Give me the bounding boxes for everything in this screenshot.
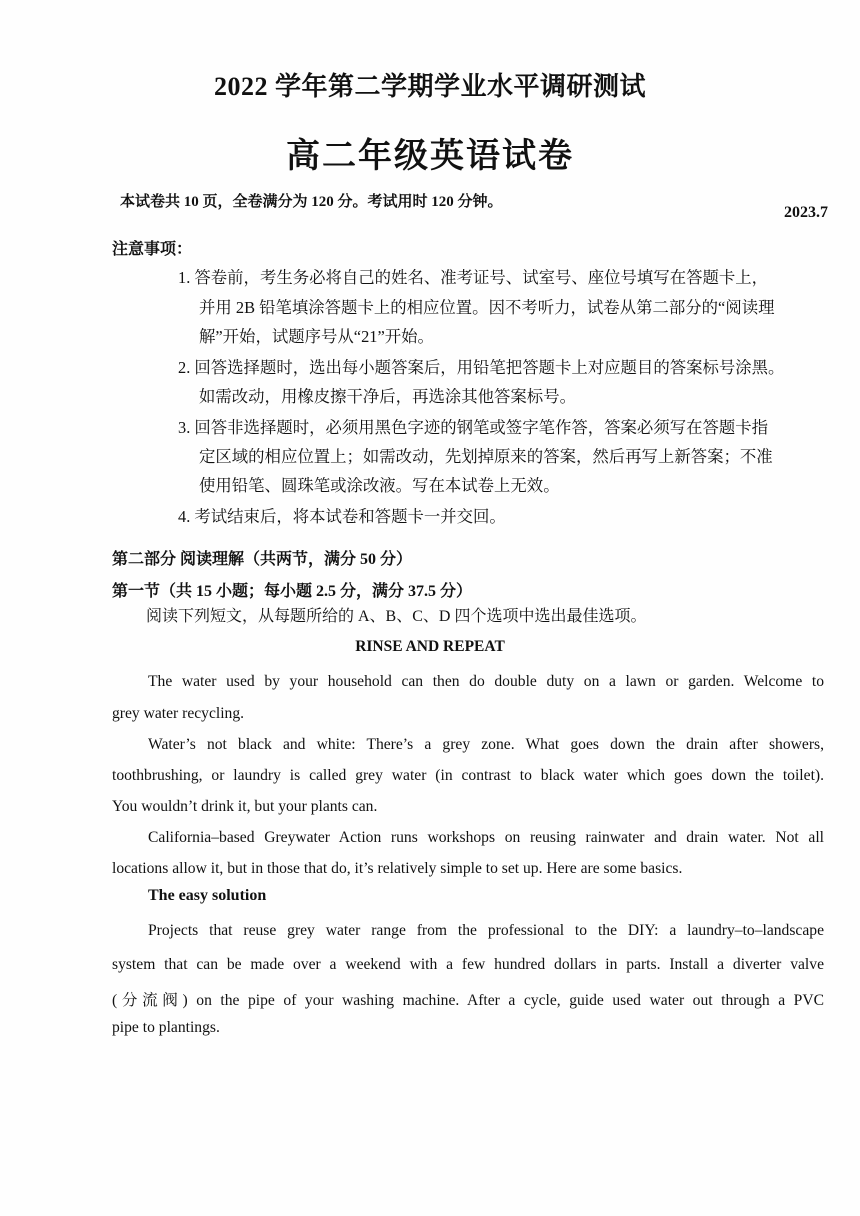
notice-item-3-line-1: 3. 回答非选择题时，必须用黑色字迹的钢笔或签字笔作答，答案必须写在答题卡指 bbox=[178, 418, 769, 437]
paragraph-2-line-2: toothbrushing, or laundry is called grey water (in contrast to black water which goes down the toilet). bbox=[112, 767, 824, 784]
exam-meta: 本试卷共 10 页，全卷满分为 120 分。考试用时 120 分钟。 bbox=[120, 194, 503, 210]
notice-item-4-line-1: 4. 考试结束后，将本试卷和答题卡一并交回。 bbox=[178, 507, 506, 526]
exam-title: 2022 学年第二学期学业水平调研测试 bbox=[213, 72, 646, 101]
notice-item-2-line-1: 2. 回答选择题时，选出每小题答案后，用铅笔把答题卡上对应题目的答案标号涂黑。 bbox=[178, 358, 785, 377]
notice-item-1-line-3: 解”开始，试题序号从“21”开始。 bbox=[199, 327, 434, 346]
paragraph-2-line-1: Water’s not black and white: There’s a grey zone. What goes down the drain after showers, bbox=[148, 736, 824, 753]
paragraph-4-line-3: (分流阀) on the pipe of your washing machine. After a cycle, guide used water out through a PVC bbox=[112, 992, 824, 1009]
paragraph-3-line-1: California–based Greywater Action runs workshops on reusing rainwater and drain water. Not all bbox=[148, 829, 824, 846]
notice-item-2-line-2: 如需改动，用橡皮擦干净后，再选涂其他答案标号。 bbox=[199, 387, 576, 406]
section-instruction: 阅读下列短文，从每题所给的 A、B、C、D 四个选项中选出最佳选项。 bbox=[146, 608, 647, 625]
paragraph-4-line-2: system that can be made over a weekend with a few hundred dollars in parts. Install a diverter valve bbox=[112, 956, 824, 973]
section-one-heading: 第一节（共 15 小题；每小题 2.5 分，满分 37.5 分） bbox=[112, 583, 473, 600]
notice-item-3-line-3: 使用铅笔、圆珠笔或涂改液。写在本试卷上无效。 bbox=[199, 476, 560, 495]
paragraph-1-line-2: grey water recycling. bbox=[112, 705, 245, 722]
notice-heading: 注意事项： bbox=[112, 241, 193, 258]
exam-date: 2023.7 bbox=[784, 204, 828, 221]
notice-item-3-line-2: 定区域的相应位置上；如需改动，先划掉原来的答案，然后再写上新答案；不准 bbox=[199, 447, 773, 466]
paragraph-2-line-3: You wouldn’t drink it, but your plants can. bbox=[112, 798, 378, 815]
exam-subtitle: 高二年级英语试卷 bbox=[286, 138, 574, 175]
paragraph-4-line-4: pipe to plantings. bbox=[112, 1019, 220, 1036]
paragraph-1-line-1: The water used by your household can then do double duty on a lawn or garden. Welcome to bbox=[148, 673, 824, 690]
paragraph-3-line-2: locations allow it, but in those that do, it’s relatively simple to set up. Here are some basics. bbox=[112, 860, 683, 877]
notice-item-1-line-1: 1. 答卷前，考生务必将自己的姓名、准考证号、试室号、座位号填写在答题卡上， bbox=[178, 268, 769, 287]
article-subheading: The easy solution bbox=[148, 887, 267, 904]
notice-item-1-line-2: 并用 2B 铅笔填涂答题卡上的相应位置。因不考听力，试卷从第二部分的“阅读理 bbox=[199, 298, 775, 317]
paragraph-4-line-1: Projects that reuse grey water range from the professional to the DIY: a laundry–to–landscape bbox=[148, 922, 824, 939]
part-two-heading: 第二部分 阅读理解（共两节，满分 50 分） bbox=[112, 551, 413, 568]
article-title: RINSE AND REPEAT bbox=[355, 638, 505, 655]
